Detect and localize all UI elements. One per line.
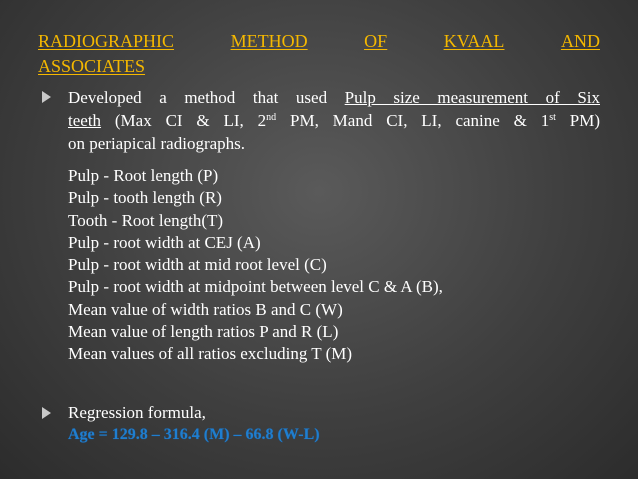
list-item: Tooth - Root length(T) [68, 210, 224, 230]
intro-line-2 [68, 109, 600, 132]
title-word-3: OF [364, 31, 388, 51]
intro-sup-1: nd [266, 112, 277, 123]
intro-sup-2: st [549, 112, 556, 123]
regression-label: Regression formula, [68, 403, 206, 422]
list-item: Pulp - tooth length (R) [68, 188, 222, 208]
regression-formula: Age = 129.8 – 316.4 (M) – 66.8 (W-L) [68, 426, 320, 443]
intro-text-2: (Max CI & LI, 2 [101, 111, 267, 130]
intro-text-4: PM) [555, 111, 601, 130]
list-item: Pulp - root width at mid root level (C) [68, 255, 327, 275]
intro-line-3: on periapical radiographs. [68, 134, 246, 153]
title-word-5: AND [560, 31, 600, 51]
title-line-2: ASSOCIATES [38, 56, 146, 76]
list-item: Pulp - root width at CEJ (A) [68, 232, 261, 252]
list-item: Mean value of width ratios B and C (W) [68, 299, 343, 319]
intro-paragraph [68, 86, 600, 155]
triangle-bullet-icon [42, 407, 51, 419]
intro-line-1 [68, 86, 600, 109]
intro-text-3: PM, Mand CI, LI, canine & 1 [276, 111, 550, 130]
intro-underline-2: teeth [68, 111, 102, 130]
list-item: Mean values of all ratios excluding T (M) [68, 344, 353, 364]
title-line-1 [38, 29, 600, 54]
list-item: Pulp - Root length (P) [68, 166, 219, 185]
list-item: Mean value of length ratios P and R (L) [68, 322, 339, 342]
intro-underline-1: Pulp size measurement of Six [344, 88, 600, 107]
measurement-list [68, 165, 443, 366]
title-word-1: RADIOGRAPHIC [38, 31, 175, 51]
title-word-2: METHOD [230, 31, 308, 51]
title-word-4: KVAAL [443, 31, 505, 51]
list-item: Pulp - root width at midpoint between level C & A (B), [68, 277, 443, 297]
triangle-bullet-icon [42, 91, 51, 103]
intro-text-1: Developed a method that used [68, 88, 345, 107]
slide-title [38, 29, 600, 79]
